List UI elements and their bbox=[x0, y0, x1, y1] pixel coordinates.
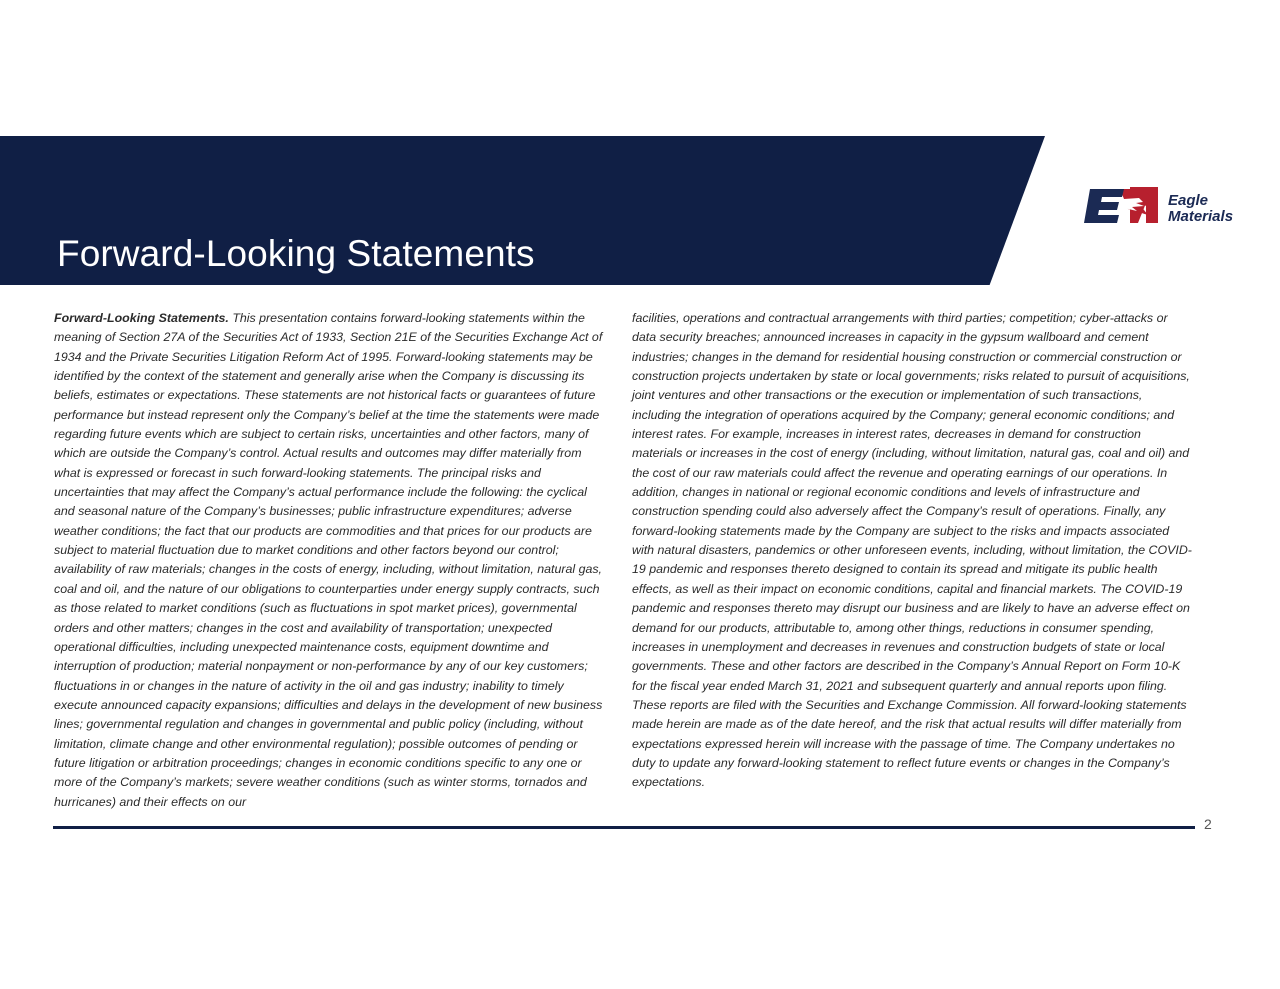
page-title: Forward-Looking Statements bbox=[57, 232, 535, 274]
logo-wordmark-line1: Eagle bbox=[1168, 192, 1209, 209]
disclaimer-right-column bbox=[632, 309, 1194, 793]
page-number: 2 bbox=[1204, 816, 1212, 832]
footer-divider bbox=[53, 826, 1195, 829]
disclaimer-right-paragraph: facilities, operations and contractual arrangements with third parties; competition; cyber-attacks or data security breaches; announced increases in capacity in the gypsum wallboard and cement industries; changes in the demand for residential housing construction or commercial construction or construction projects undertaken by state or local governments; risks related to pursuit of acquisitions, joint ventures and other transactions or the execution or implementation of such transactions, including the integration of operations acquired by the Company; general economic conditions; and interest rates. For example, increases in interest rates, decreases in demand for construction materials or increases in the cost of energy (including, without limitation, natural gas, coal and oil) and the cost of our raw materials could affect the revenue and operating earnings of our operations. In addition, changes in national or regional economic conditions and levels of infrastructure and construction spending could also adversely affect the Company’s result of operations. Finally, any forward-looking statements made by the Company are subject to the risks and impacts associated with natural disasters, pandemics or other unforeseen events, including, without limitation, the COVID-19 pandemic and responses thereto designed to contain its spread and mitigate its public health effects, as well as their impact on economic conditions, capital and financial markets. The COVID-19 pandemic and responses thereto may disrupt our business and are likely to have an adverse effect on demand for our products, attributable to, among other things, reductions in consumer spending, increases in unemployment and decreases in revenues and construction budgets of state or local governments. These and other factors are described in the Company’s Annual Report on Form 10-K for the fiscal year ended March 31, 2021 and subsequent quarterly and annual reports upon filing. These reports are filed with the Securities and Exchange Commission. All forward-looking statements made herein are made as of the date hereof, and the risk that actual results will differ materially from expectations expressed herein will increase with the passage of time. The Company undertakes no duty to update any forward-looking statement to reflect future events or changes in the Company’s expectations. bbox=[632, 311, 1192, 790]
disclaimer-left-paragraph bbox=[54, 309, 610, 812]
logo-wordmark-line2: Materials bbox=[1168, 208, 1234, 225]
disclaimer-lead-in: Forward-Looking Statements. bbox=[54, 311, 229, 325]
disclaimer-left-column bbox=[54, 309, 610, 812]
eagle-materials-logo bbox=[1084, 183, 1244, 239]
disclaimer-left-text: This presentation contains forward-looking statements within the meaning of Section 27A of the Securities Act of 1933, Section 21E of the Securities Exchange Act of 1934 and the Private Securities Litigation Reform Act of 1995. Forward-looking statements may be identified by the context of the statement and generally arise when the Company is discussing its beliefs, estimates or expectations. These statements are not historical facts or guarantees of future performance but instead represent only the Company’s belief at the time the statements were made regarding future events which are subject to certain risks, uncertainties and other factors, many of which are outside the Company’s control. Actual results and outcomes may differ materially from what is expressed or forecast in such forward-looking statements. The principal risks and uncertainties that may affect the Company’s actual performance include the following: the cyclical and seasonal nature of the Company’s businesses; public infrastructure expenditures; adverse weather conditions; the fact that our products are commodities and that prices for our products are subject to material fluctuation due to market conditions and other factors beyond our control; availability of raw materials; changes in the costs of energy, including, without limitation, natural gas, coal and oil, and the nature of our obligations to counterparties under energy supply contracts, such as those related to market conditions (such as fluctuations in spot market prices), governmental orders and other matters; changes in the cost and availability of transportation; unexpected operational difficulties, including unexpected maintenance costs, equipment downtime and interruption of production; material nonpayment or non-performance by any of our key customers; fluctuations in or changes in the nature of activity in the oil and gas industry; inability to timely execute announced capacity expansions; difficulties and delays in the development of new business lines; governmental regulation and changes in governmental and public policy (including, without limitation, climate change and other environmental regulation); possible outcomes of pending or future litigation or arbitration proceedings; changes in economic conditions specific to any one or more of the Company’s markets; severe weather conditions (such as winter storms, tornados and hurricanes) and their effects on our bbox=[54, 311, 603, 809]
logo-svg bbox=[1084, 183, 1244, 239]
